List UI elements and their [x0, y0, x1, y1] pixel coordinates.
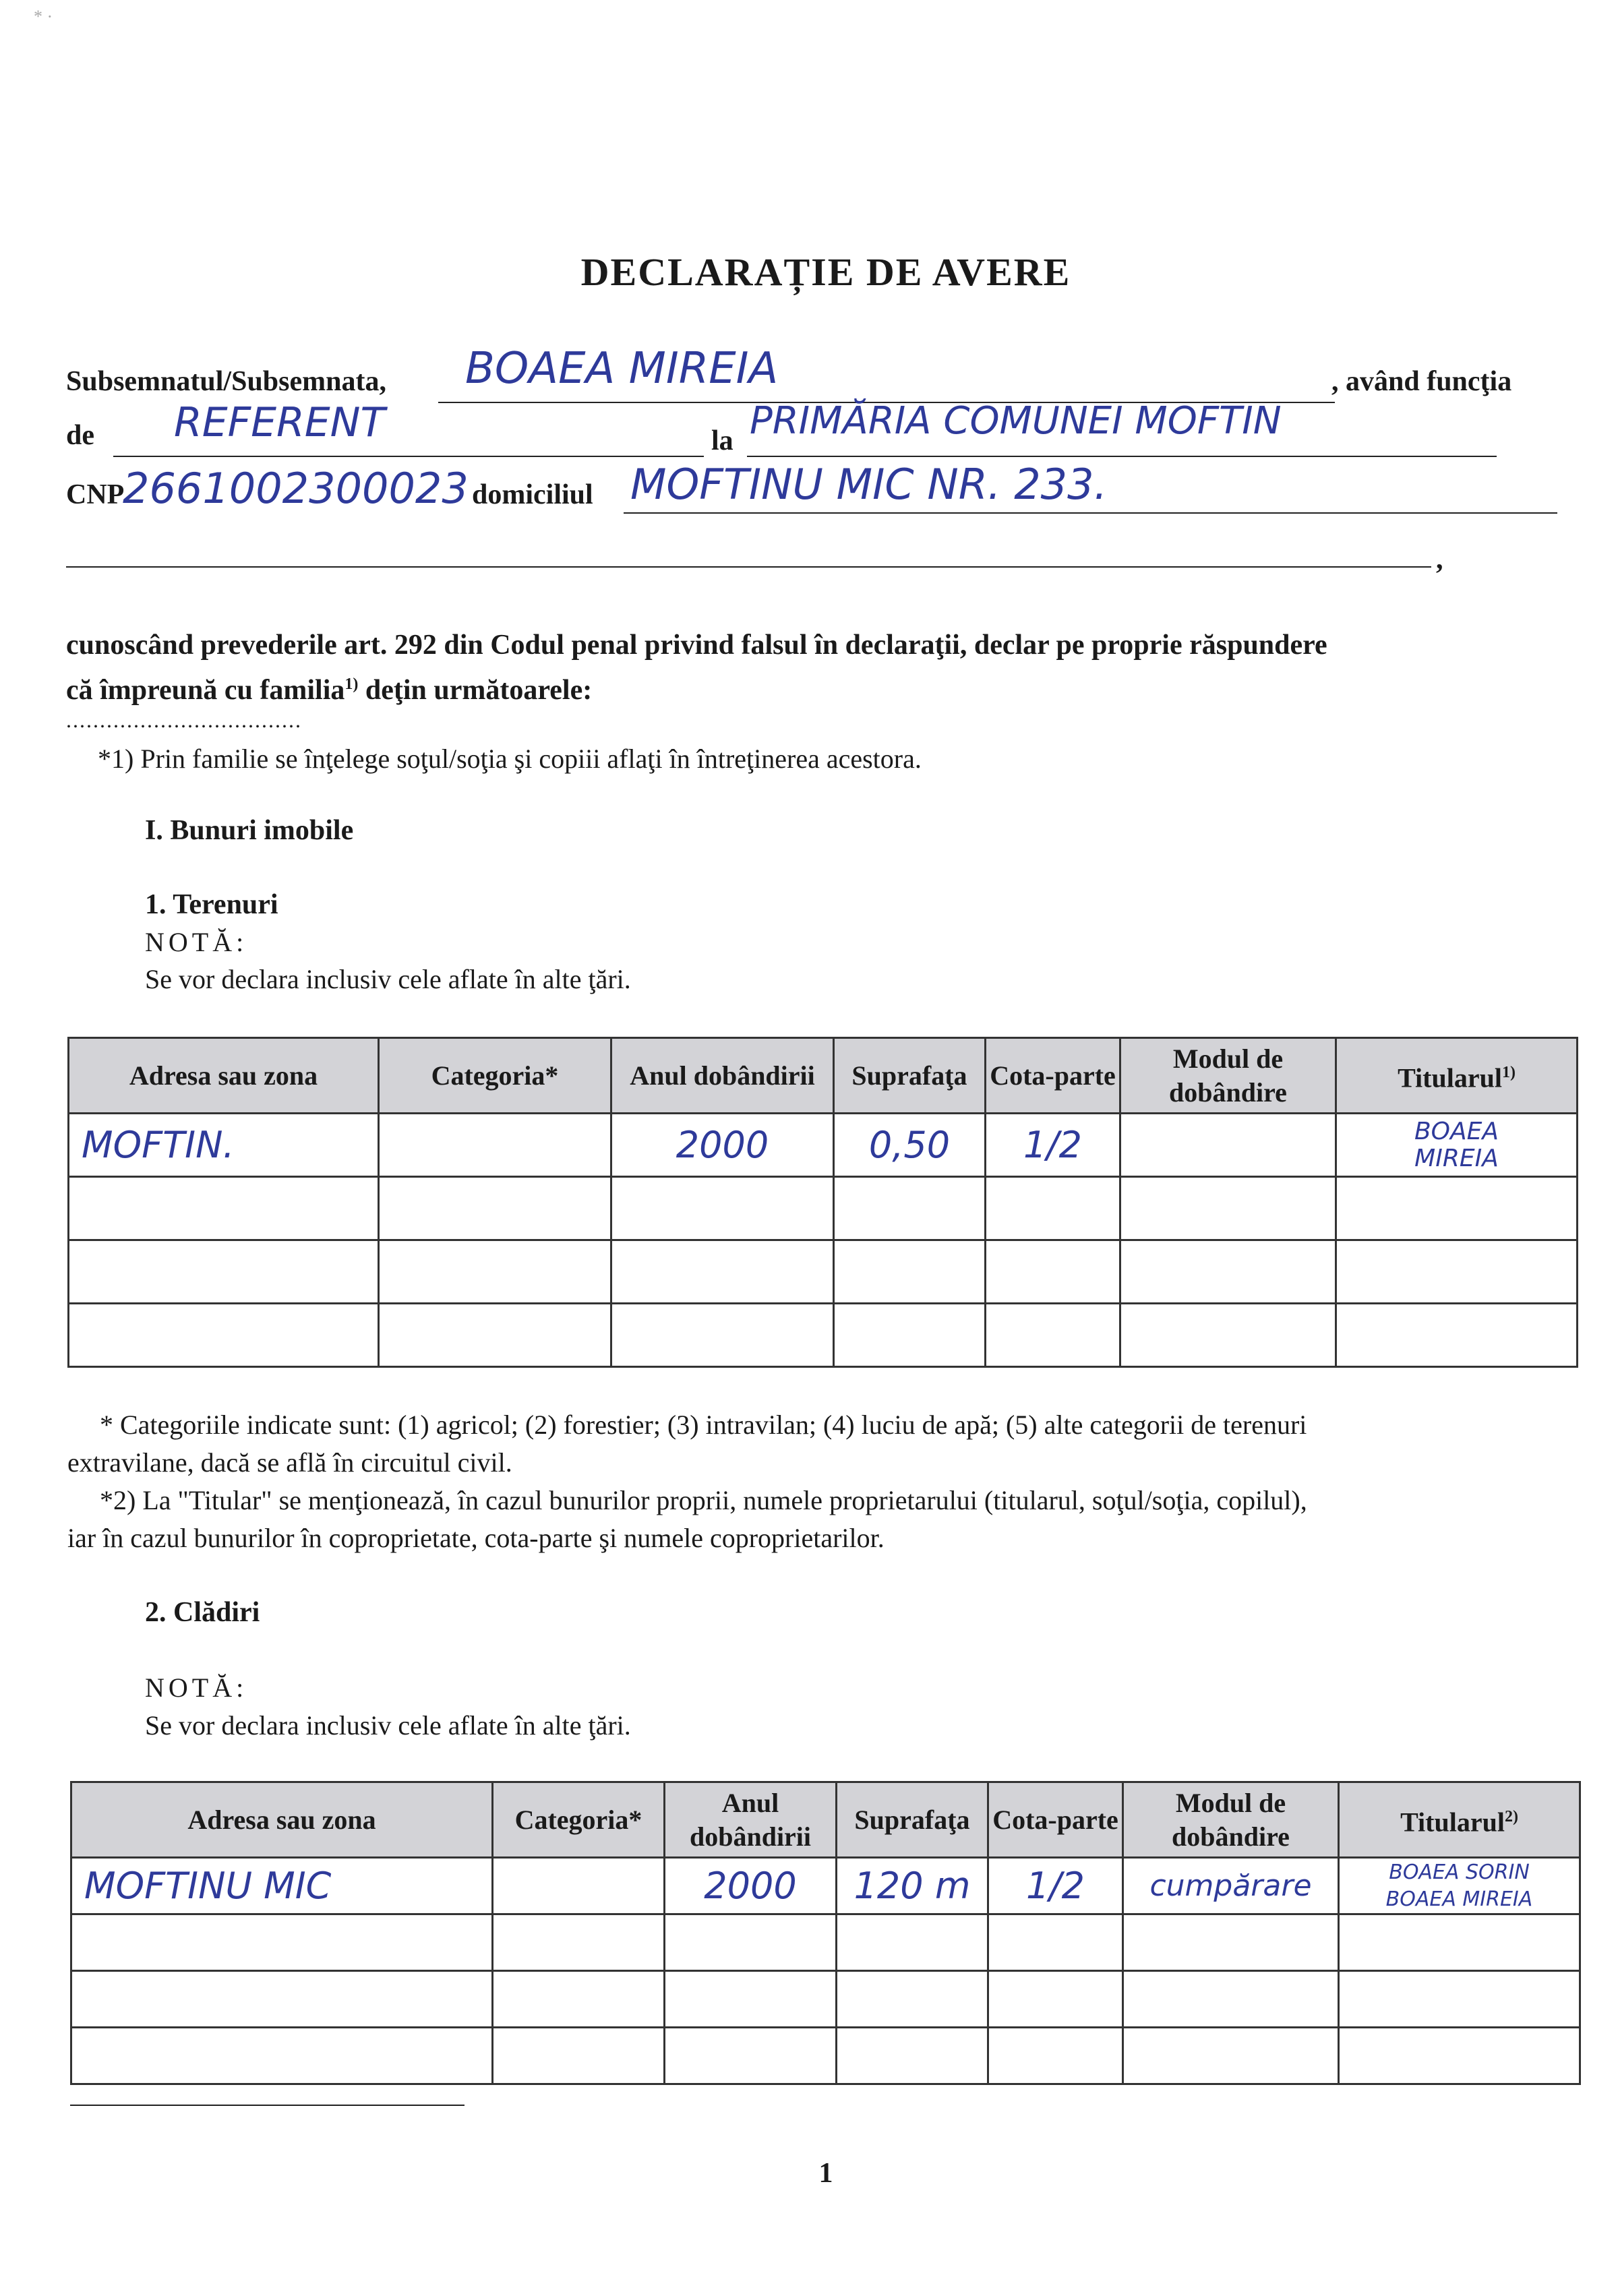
titular-line-2: BOAEA MIREIA — [1385, 1887, 1533, 1911]
table-row — [71, 1971, 1580, 2028]
intro-line-2-after: deţin următoarele: — [358, 675, 593, 706]
cell-cota: 1/2 — [986, 1114, 1120, 1177]
col-header-suprafata: Suprafaţa — [837, 1782, 988, 1858]
domiciliul-underline — [624, 512, 1557, 514]
titular-footnote-ref: 1) — [1501, 1064, 1516, 1082]
categories-note-line-1: * Categoriile indicate sunt: (1) agricol; (2) forestier; (3) intravilan; (4) luciu de apă; (5) alte categorii de terenuri — [100, 1410, 1307, 1440]
cell-categoria — [493, 1858, 665, 1914]
cell-anul: 2000 — [665, 1858, 837, 1914]
cell-modul — [1120, 1114, 1336, 1177]
institutia-value: PRIMĂRIA COMUNEI MOFTIN — [750, 399, 1282, 443]
table-row — [71, 2028, 1580, 2084]
titular-line-2: MIREIA — [1414, 1144, 1499, 1172]
col-header-suprafata: Suprafaţa — [834, 1038, 986, 1114]
table-row — [69, 1304, 1578, 1367]
intro-line-2 — [66, 665, 592, 710]
footnote-1: *1) Prin familie se înţelege soţul/soţia şi copiii aflaţi în întreţinerea acestora. — [98, 744, 922, 774]
cell-categoria — [379, 1114, 611, 1177]
cell-modul: cumpărare — [1123, 1858, 1339, 1914]
cnp-value: 2661002300023 — [123, 464, 469, 513]
col-header-anul: Anul dobândirii — [665, 1782, 837, 1858]
cell-anul: 2000 — [611, 1114, 834, 1177]
cnp-label: CNP — [66, 479, 125, 510]
titular-footnote-ref: 2) — [1504, 1808, 1518, 1826]
document-title: DECLARAȚIE DE AVERE — [580, 250, 1071, 294]
scan-mark: * · — [34, 7, 53, 26]
col-header-cota: Cota-parte — [986, 1038, 1120, 1114]
titular-line-1: BOAEA — [1414, 1117, 1499, 1145]
domiciliul-label: domiciliul — [472, 479, 593, 510]
terenuri-note-label: NOTĂ: — [145, 927, 248, 957]
col-header-adresa: Adresa sau zona — [69, 1038, 379, 1114]
terenuri-heading: 1. Terenuri — [145, 889, 278, 920]
functia-underline — [113, 456, 704, 457]
intro-line-1: cunoscând prevederile art. 292 din Codul penal privind falsul în declaraţii, declar pe proprie răspundere — [66, 630, 1327, 661]
col-header-cota: Cota-parte — [988, 1782, 1123, 1858]
terenuri-note-text: Se vor declara inclusiv cele aflate în alte ţări. — [145, 964, 631, 994]
col-header-titular — [1336, 1038, 1578, 1114]
cell-titular — [1339, 1858, 1580, 1914]
domiciliul-value: MOFTINU MIC NR. 233. — [630, 460, 1108, 509]
categories-note-line-2: extravilane, dacă se află în circuitul civil. — [67, 1447, 512, 1478]
section-i-heading: I. Bunuri imobile — [145, 815, 354, 846]
subsemnatul-label: Subsemnatul/Subsemnata, — [66, 366, 386, 397]
page-number: 1 — [818, 2158, 833, 2189]
col-header-modul: Modul de dobândire — [1123, 1782, 1339, 1858]
footnote-separator: ................................... — [66, 708, 302, 732]
name-value: BOAEA MIREIA — [465, 344, 779, 394]
cladiri-note-label: NOTĂ: — [145, 1672, 248, 1703]
col-header-modul: Modul de dobândire — [1120, 1038, 1336, 1114]
cell-adresa: MOFTIN. — [69, 1114, 379, 1177]
col-header-categoria: Categoria* — [493, 1782, 665, 1858]
cell-adresa: MOFTINU MIC — [71, 1858, 493, 1914]
table-row — [71, 1858, 1580, 1914]
titular-note-line-1: *2) La "Titular" se menţionează, în cazul bunurilor proprii, numele proprietarului (titularul, soţul/soţia, copilul), — [100, 1485, 1307, 1515]
cladiri-table — [70, 1781, 1581, 2085]
intro-footnote-ref: 1) — [344, 675, 359, 693]
cell-suprafata: 120 m — [837, 1858, 988, 1914]
line-end-comma: , — [1436, 544, 1443, 575]
col-header-adresa: Adresa sau zona — [71, 1782, 493, 1858]
avand-functia-label: , având funcţia — [1331, 366, 1512, 397]
table-row — [69, 1240, 1578, 1304]
titular-note-line-2: iar în cazul bunurilor în coproprietate, cota-parte şi numele coproprietarilor. — [67, 1523, 885, 1553]
cell-suprafata: 0,50 — [834, 1114, 986, 1177]
intro-line-2-before: că împreună cu familia — [66, 675, 345, 706]
functia-value: REFERENT — [174, 399, 386, 446]
cladiri-note-text: Se vor declara inclusiv cele aflate în alte ţări. — [145, 1710, 631, 1741]
de-label: de — [66, 420, 94, 451]
la-label: la — [711, 425, 733, 456]
address-continuation-underline — [66, 566, 1431, 568]
cladiri-heading: 2. Clădiri — [145, 1597, 260, 1628]
institutia-underline — [747, 456, 1497, 457]
col-header-anul: Anul dobândirii — [611, 1038, 834, 1114]
cell-titular — [1336, 1114, 1578, 1177]
table-row — [71, 1914, 1580, 1971]
terenuri-table — [67, 1037, 1578, 1368]
cell-cota: 1/2 — [988, 1858, 1123, 1914]
footer-separator — [70, 2105, 465, 2106]
table-row — [69, 1177, 1578, 1240]
col-header-titular — [1339, 1782, 1580, 1858]
titular-header-text: Titularul — [1400, 1807, 1505, 1838]
col-header-categoria: Categoria* — [379, 1038, 611, 1114]
titular-line-1: BOAEA SORIN — [1389, 1860, 1530, 1884]
titular-header-text: Titularul — [1398, 1062, 1502, 1093]
table-row — [69, 1114, 1578, 1177]
